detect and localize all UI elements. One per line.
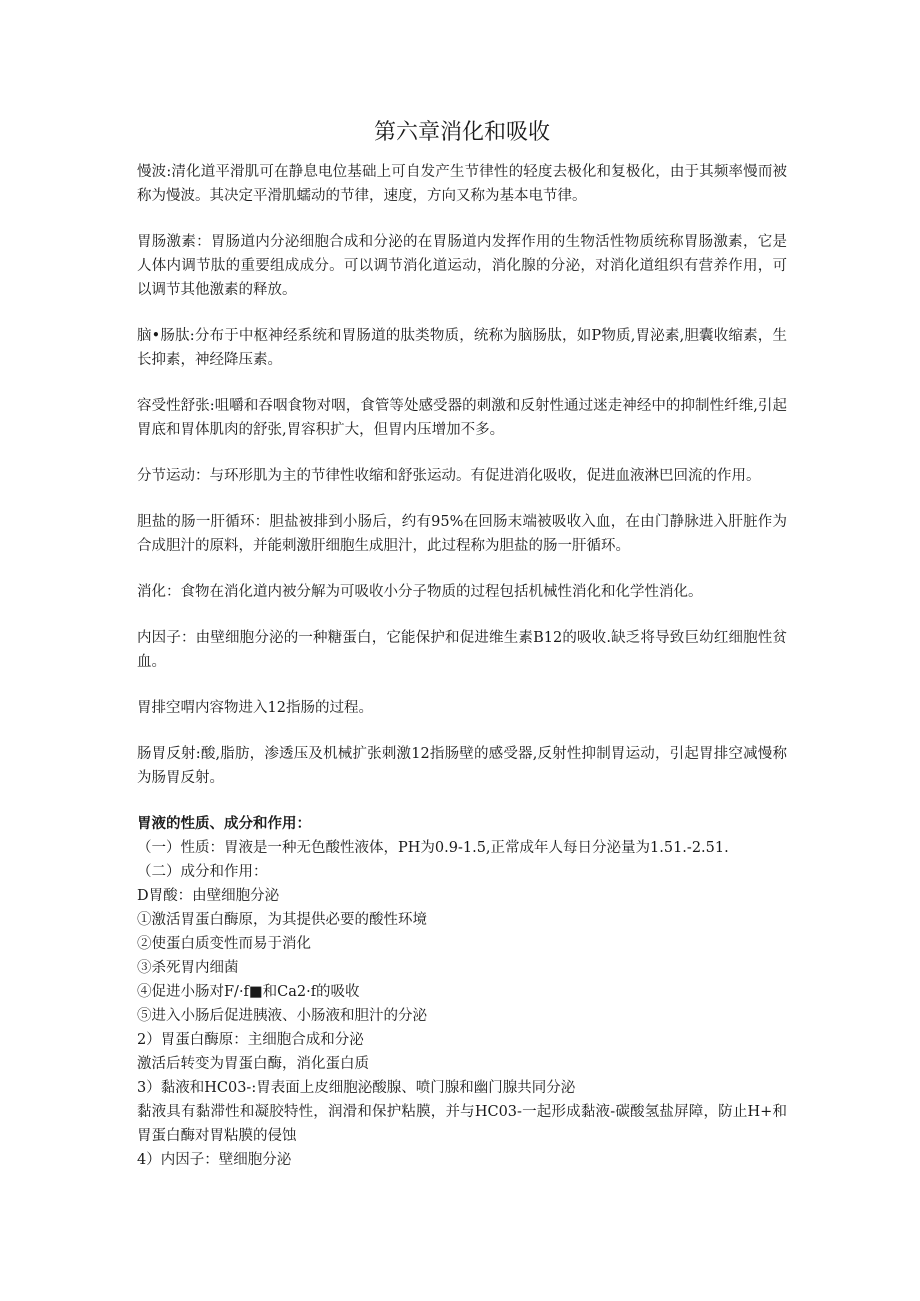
paragraph-gastric-emptying: 胃排空喟内容物进入12指肠的过程。: [137, 700, 373, 716]
paragraph-slow-wave: 慢波:清化道平滑肌可在静息电位基础上可自发产生节律性的轻度去极化和复极化，由于其频率慢而被称为慢波。其决定平滑肌蠕动的节律，速度，方向又称为基本电节律。: [137, 164, 787, 204]
section-line: 激活后转变为胃蛋白酶，消化蛋白质: [137, 1056, 369, 1072]
section-line: （二）成分和作用：: [137, 864, 268, 880]
section-line: ④促进小肠对F/·f■和Ca2·f的吸收: [137, 984, 360, 1000]
paragraph-enterohepatic-circulation: 胆盐的肠一肝循环：胆盐被排到小肠后，约有95%在回肠末端被吸收入血，在由门静脉进入肝脏作为合成胆汁的原料，并能刺激肝细胞生成胆汁，此过程称为胆盐的肠一肝循环。: [137, 514, 787, 554]
section-line: （一）性质：胃液是一种无色酸性液体，PH为0.9-1.5,正常成年人每日分泌量为1.51.-2.51.: [137, 840, 729, 856]
paragraph-enterogastric-reflex: 肠胃反射:酸,脂肪，渗透压及机械扩张刺激12指肠壁的感受器,反射性抑制胃运动，引起胃排空减慢称为肠胃反射。: [137, 746, 787, 786]
paragraph-segmentation: 分节运动：与环形肌为主的节律性收缩和舒张运动。有促进消化吸收，促进血液淋巴回流的作用。: [137, 468, 761, 484]
paragraph-gastrointestinal-hormones: 胃肠激素：胃肠道内分泌细胞合成和分泌的在胃肠道内发挥作用的生物活性物质统称胃肠激素，它是人体内调节肽的重要组成成分。可以调节消化道运动，消化腺的分泌，对消化道组织有营养作用，可以调节其他激素的释放。: [137, 234, 787, 298]
section-heading: 胃液的性质、成分和作用：: [137, 815, 311, 832]
paragraph-receptive-relaxation: 容受性舒张:咀嚼和吞咽食物对咽，食管等处感受器的刺激和反射性通过迷走神经中的抑制性纤维,引起胃底和胃体肌肉的舒张,胃容积扩大，但胃内压增加不多。: [137, 398, 787, 438]
section-line: 4）内因子：壁细胞分泌: [137, 1152, 292, 1168]
section-line: ①激活胃蛋白酶原，为其提供必要的酸性环境: [137, 912, 427, 928]
paragraph-intrinsic-factor: 内因子：由壁细胞分泌的一种糖蛋白，它能保护和促进维生素B12的吸收.缺乏将导致巨幼红细胞性贫血。: [137, 630, 787, 670]
gastric-juice-section: [137, 812, 787, 1172]
section-line: ③杀死胃内细菌: [137, 960, 239, 976]
document-title: 第六章消化和吸收: [373, 120, 550, 145]
section-line: ②使蛋白质变性而易于消化: [137, 936, 311, 952]
paragraph-brain-gut-peptide: 脑•肠肽:分布于中枢神经系统和胃肠道的肽类物质，统称为脑肠肽，如P物质,胃泌素,胆囊收缩素，生长抑素，神经降压素。: [137, 328, 787, 368]
section-line: 黏液具有黏滞性和凝胶特性，润滑和保护粘膜，并与HC03-一起形成黏液-碳酸氢盐屏障，防止H+和胃蛋白酶对胃粘膜的侵蚀: [137, 1104, 787, 1144]
document-page: [137, 118, 787, 1172]
section-line: 2）胃蛋白酶原：主细胞合成和分泌: [137, 1032, 364, 1048]
section-line: ⑤进入小肠后促进胰液、小肠液和胆汁的分泌: [137, 1008, 427, 1024]
section-line: D胃酸：由壁细胞分泌: [137, 888, 280, 904]
paragraph-digestion: 消化：食物在消化道内被分解为可吸收小分子物质的过程包括机械性消化和化学性消化。: [137, 584, 703, 600]
section-line: 3）黏液和HC03-:胃表面上皮细胞泌酸腺、喷门腺和幽门腺共同分泌: [137, 1080, 576, 1096]
